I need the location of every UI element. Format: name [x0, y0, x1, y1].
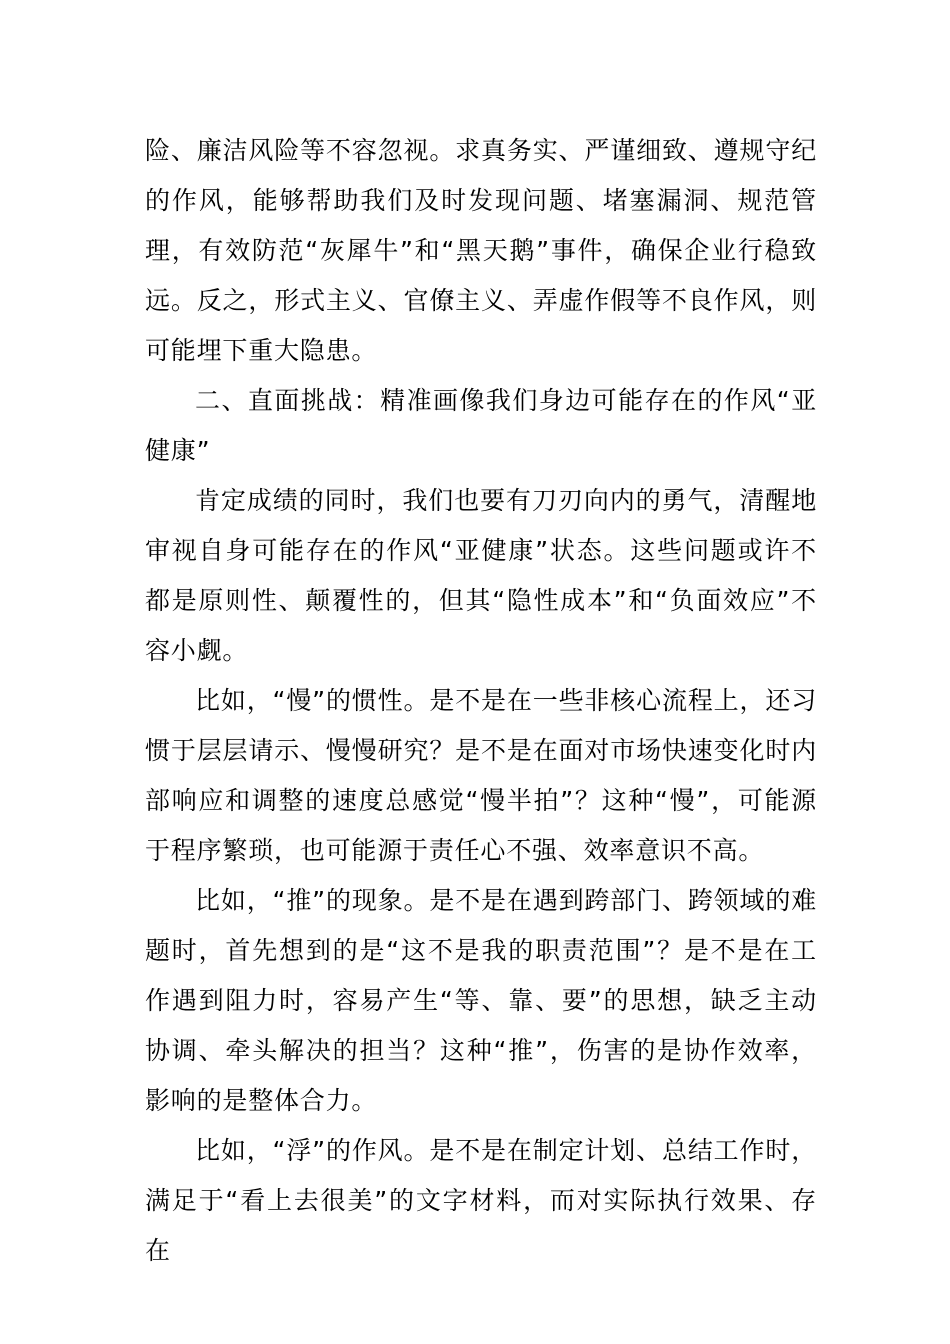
paragraph-intro: 肯定成绩的同时，我们也要有刀刃向内的勇气，清醒地审视自身可能存在的作风“亚健康”状态。这些问题或许不都是原则性、颠覆性的，但其“隐性成本”和“负面效应”不容小觑。: [145, 486, 817, 665]
paragraph-slow: 比如，“慢”的惯性。是不是在一些非核心流程上，还习惯于层层请示、慢慢研究？是不是在面对市场快速变化时内部响应和调整的速度总感觉“慢半拍”？这种“慢”，可能源于程序繁琐，也可能源于责任心不强、效率意识不高。: [145, 686, 817, 865]
section-heading: 二、直面挑战：精准画像我们身边可能存在的作风“亚健康”: [145, 386, 817, 465]
document-body: [145, 126, 817, 1276]
paragraph-push: 比如，“推”的现象。是不是在遇到跨部门、跨领域的难题时，首先想到的是“这不是我的职责范围”？是不是在工作遇到阻力时，容易产生“等、靠、要”的思想，缺乏主动协调、牵头解决的担当？这种“推”，伤害的是协作效率，影响的是整体合力。: [145, 886, 817, 1115]
paragraph-continuation: 险、廉洁风险等不容忽视。求真务实、严谨细致、遵规守纪的作风，能够帮助我们及时发现问题、堵塞漏洞、规范管理，有效防范“灰犀牛”和“黑天鹅”事件，确保企业行稳致远。反之，形式主义、官僚主义、弄虚作假等不良作风，则可能埋下重大隐患。: [145, 136, 817, 365]
paragraph-float: 比如，“浮”的作风。是不是在制定计划、总结工作时，满足于“看上去很美”的文字材料，而对实际执行效果、存在: [145, 1136, 817, 1265]
